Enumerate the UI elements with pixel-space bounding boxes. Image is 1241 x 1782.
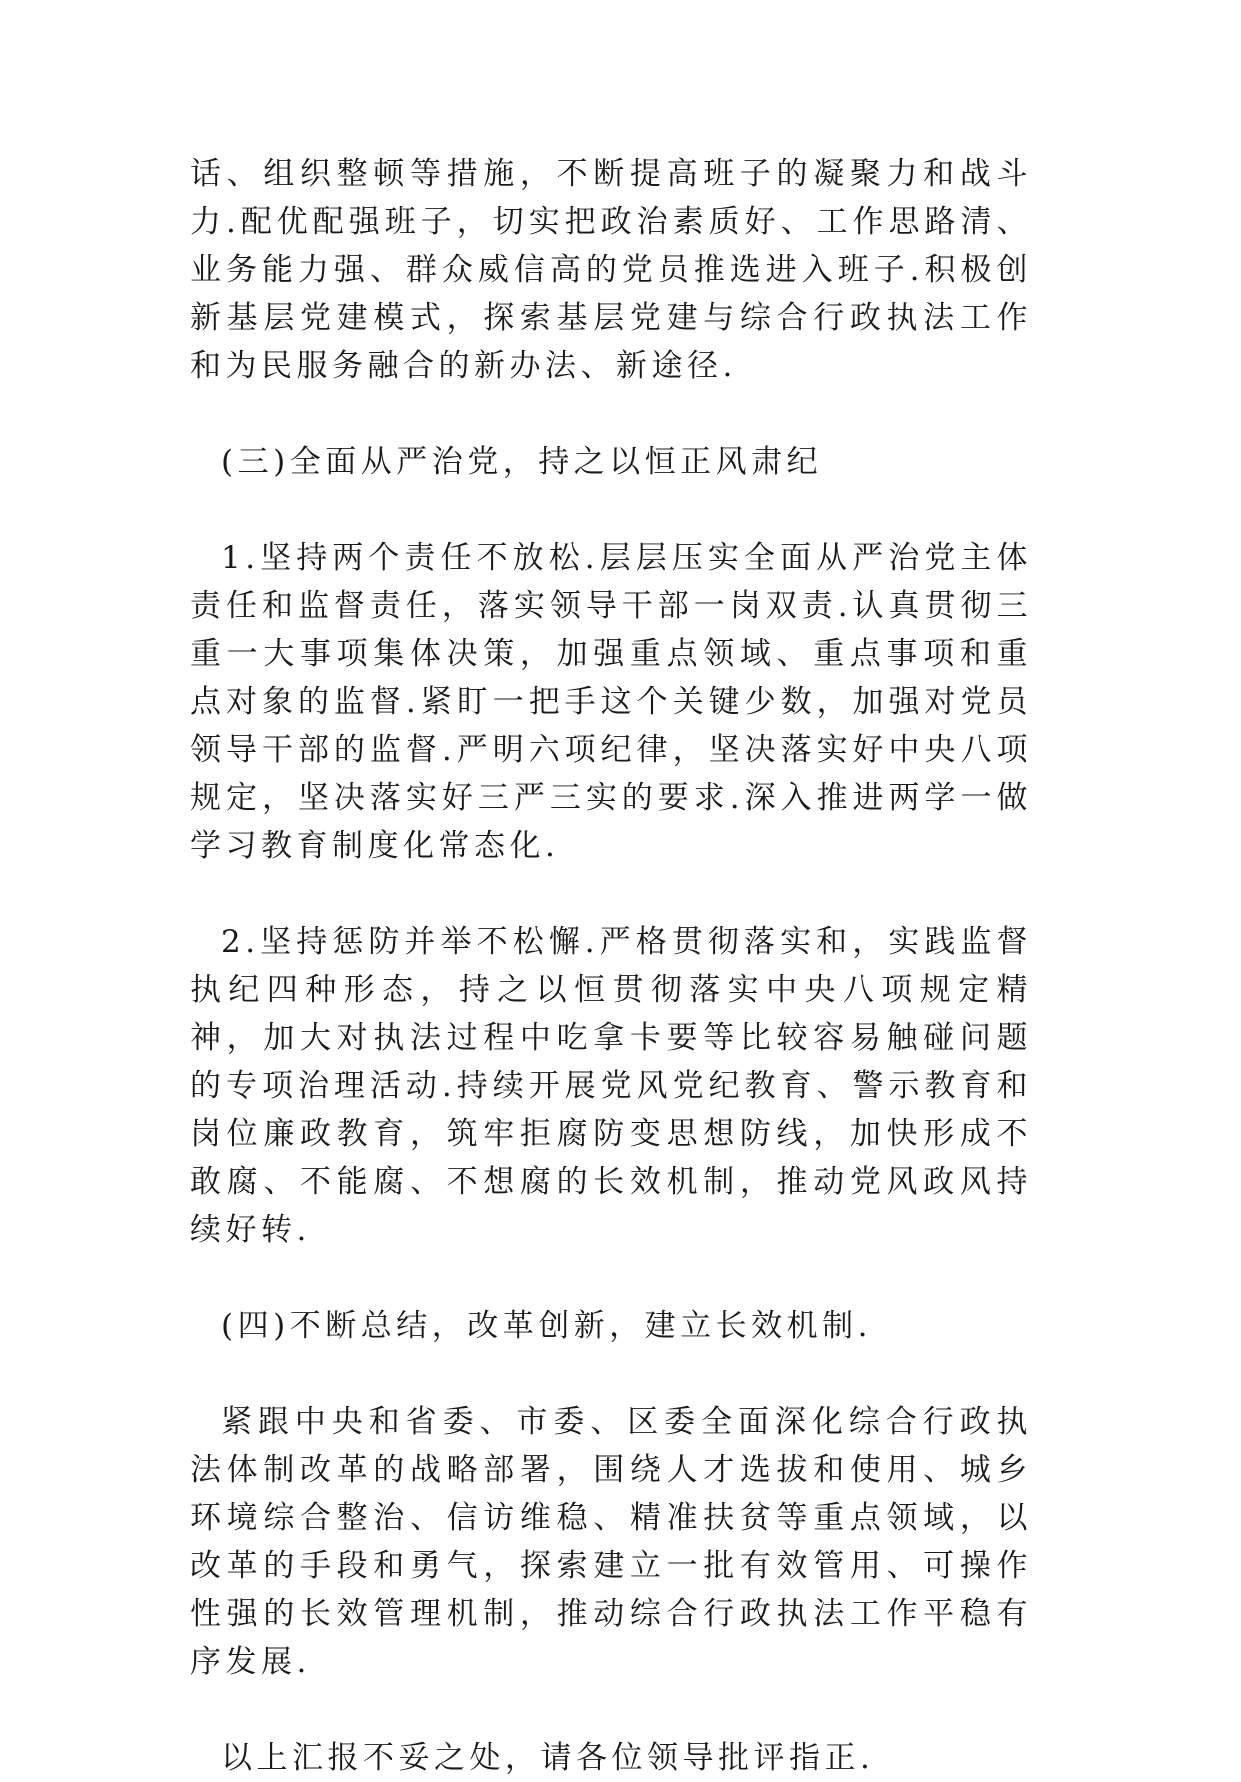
section-heading-three: (三)全面从严治党，持之以恒正风肃纪 [221, 444, 823, 480]
paragraph-reform: 紧跟中央和省委、市委、区委全面深化综合行政执法体制改革的战略部署，围绕人才选拔和使用、城乡环境综合整治、信访维稳、精准扶贫等重点领域，以改革的手段和勇气，探索建立一批有效管用、可操作性强的长效管理机制，推动综合行政执法工作平稳有序发展. [190, 1404, 1032, 1680]
paragraph-item-one: 1.坚持两个责任不放松.层层压实全面从严治党主体责任和监督责任，落实领导干部一岗双责.认真贯彻三重一大事项集体决策，加强重点领域、重点事项和重点对象的监督.紧盯一把手这个关键少数，加强对党员领导干部的监督.严明六项纪律，坚决落实好中央八项规定，坚决落实好三严三实的要求.深入推进两学一做学习教育制度化常态化. [190, 540, 1032, 864]
paragraph-item-two: 2.坚持惩防并举不松懈.严格贯彻落实和，实践监督执纪四种形态，持之以恒贯彻落实中央八项规定精神，加大对执法过程中吃拿卡要等比较容易触碰问题的专项治理活动.持续开展党风党纪教育、警示教育和岗位廉政教育，筑牢拒腐防变思想防线，加快形成不敢腐、不能腐、不想腐的长效机制，推动党风政风持续好转. [190, 924, 1032, 1248]
document-body [190, 150, 1032, 1782]
paragraph-continuation: 话、组织整顿等措施，不断提高班子的凝聚力和战斗力.配优配强班子，切实把政治素质好、工作思路清、业务能力强、群众威信高的党员推选进入班子.积极创新基层党建模式，探索基层党建与综合行政执法工作和为民服务融合的新办法、新途径. [190, 156, 1032, 384]
section-heading-four: (四)不断总结，改革创新，建立长效机制. [221, 1308, 873, 1344]
paragraph-closing: 以上汇报不妥之处，请各位领导批评指正. [221, 1740, 875, 1776]
